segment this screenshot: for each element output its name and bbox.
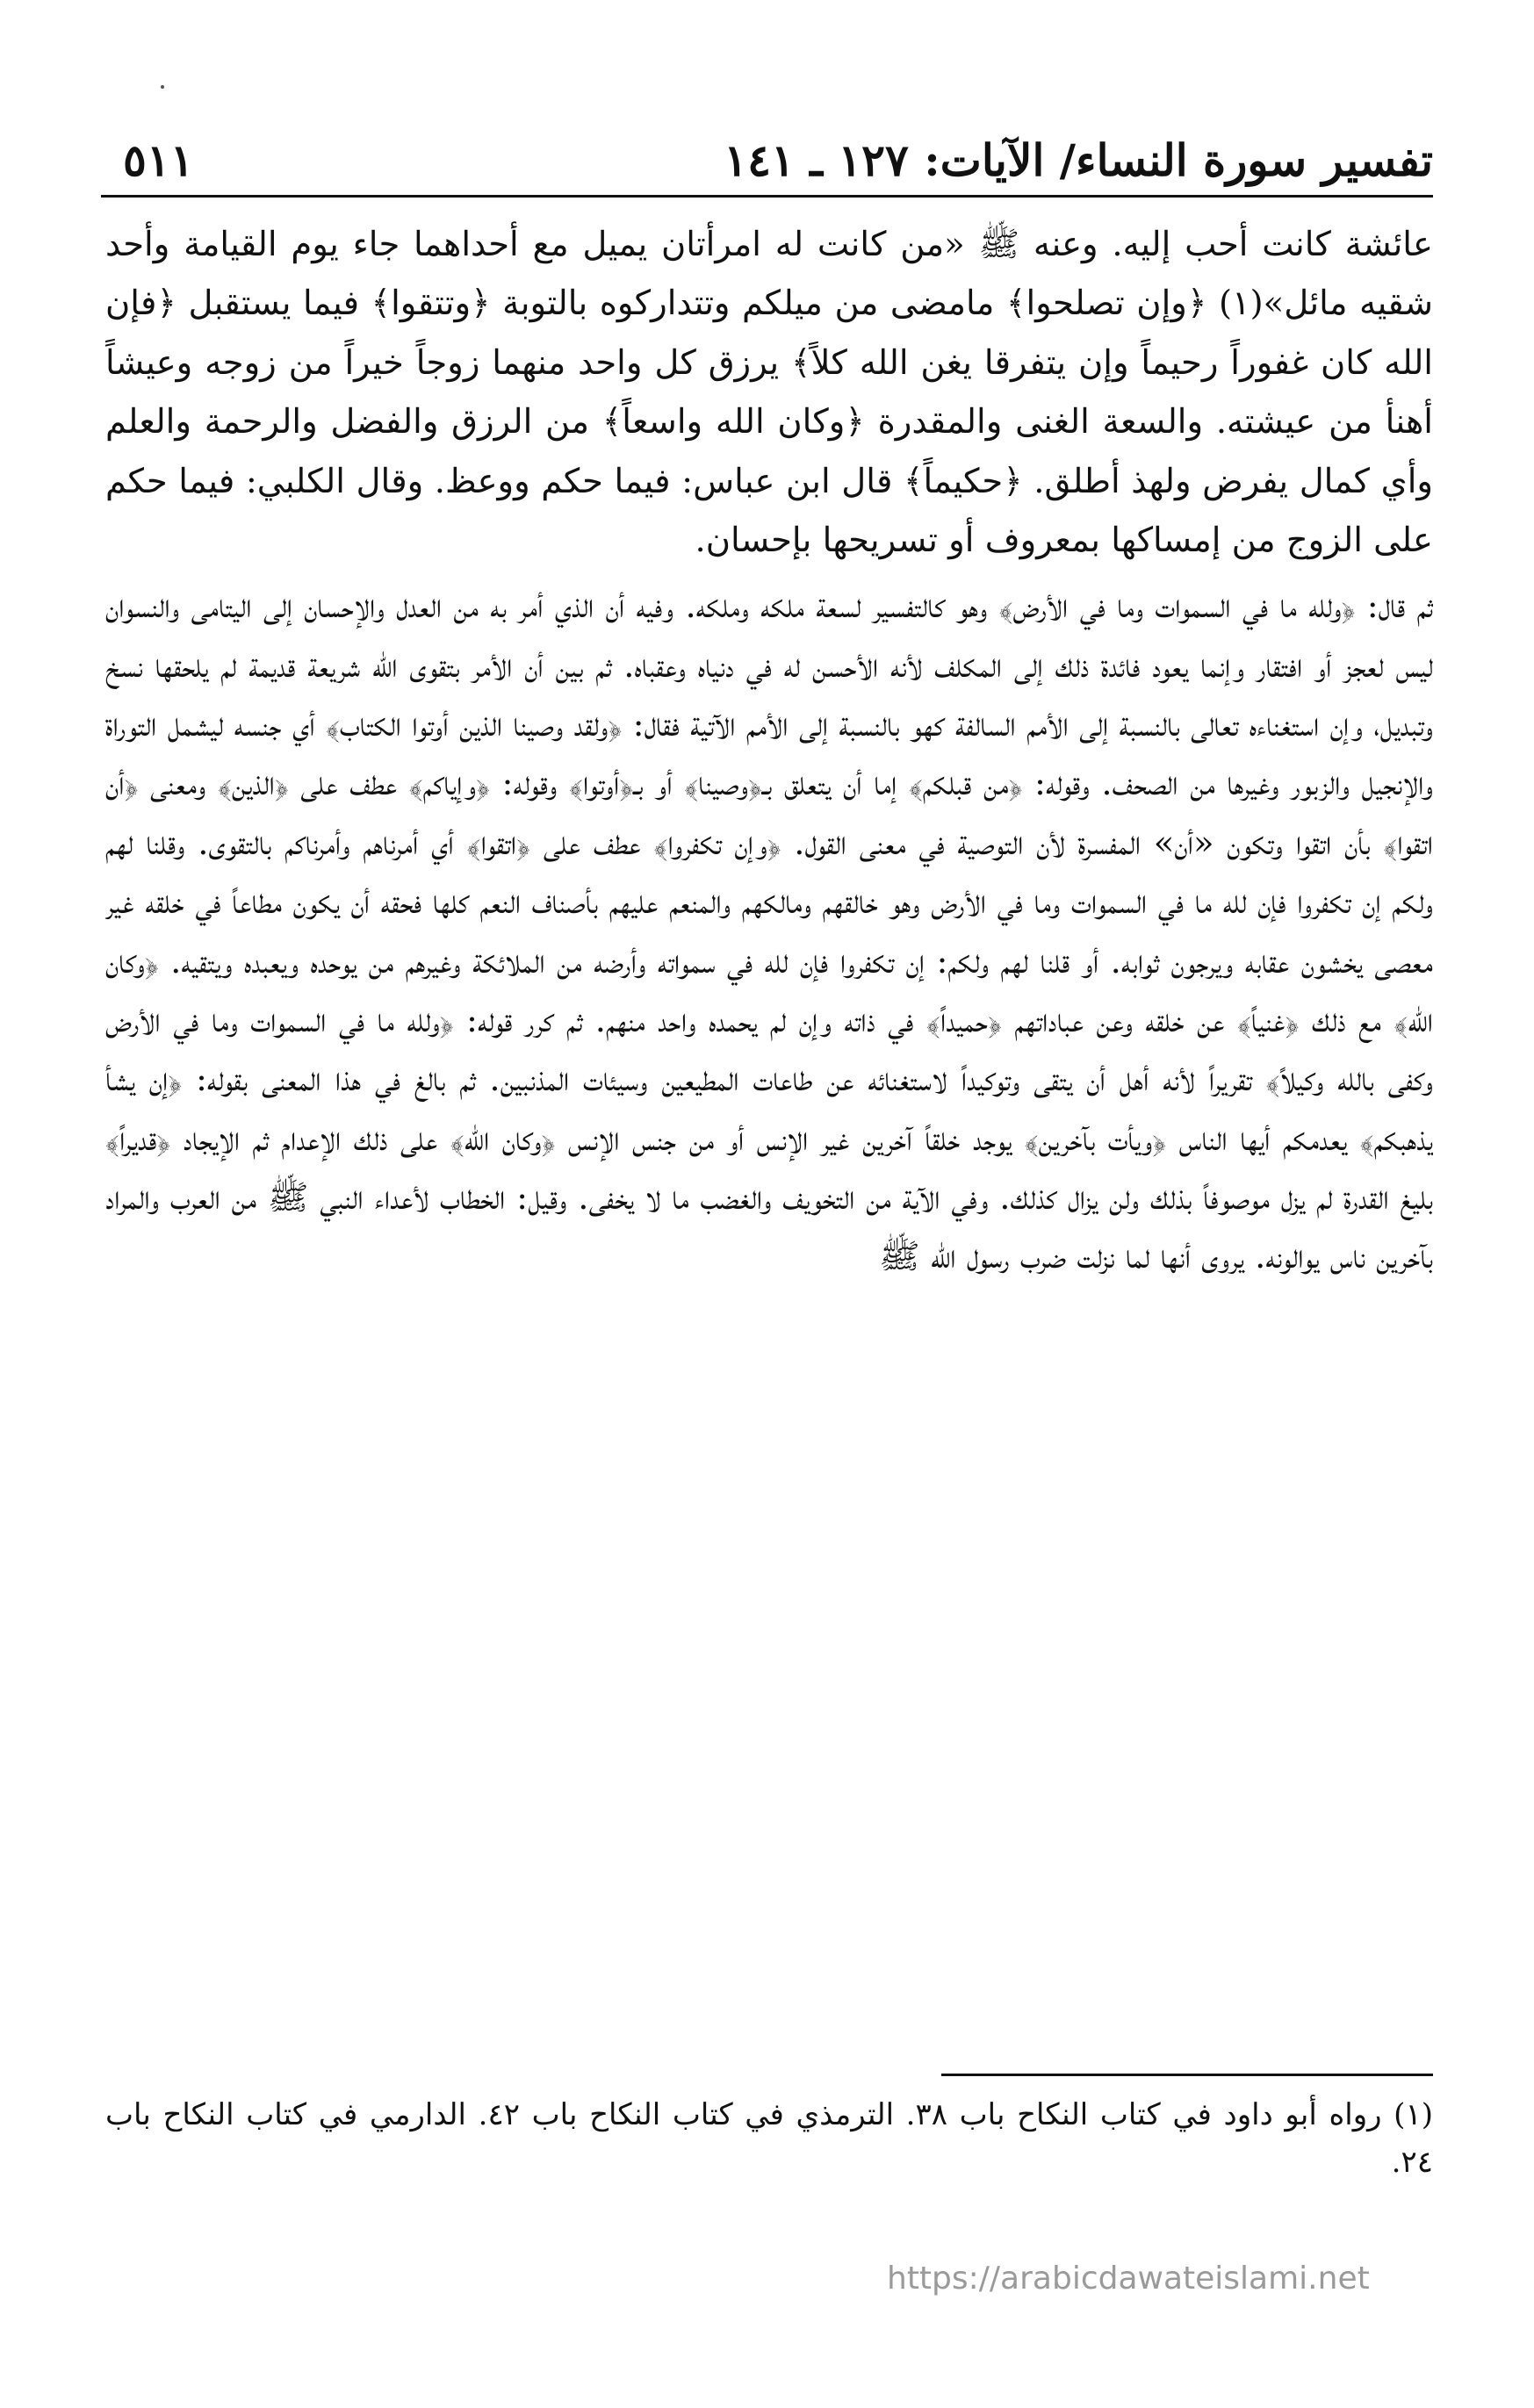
running-title: تفسير سورة النساء/ الآيات: ١٢٧ ـ ١٤١: [724, 134, 1433, 186]
paragraph: ثم قال: ﴿ولله ما في السموات وما في الأرض﴾ وهو كالتفسير لسعة ملكه وملكه. وفيه أن الذي أمر به من العدل والإحسان إلى اليتامى والنسوان ليس لعجز أو افتقار وإنما يعود فائدة ذلك إلى المكلف لأنه الأحسن له في دنياه وعقباه. ثم بين أن الأمر بتقوى الله شريعة قديمة لم يلحقها نسخ وتبديل، وإن استغناءه تعالى بالنسبة إلى الأمم السالفة كهو بالنسبة إلى الأمم الآتية فقال: ﴿ولقد وصينا الذين أوتوا الكتاب﴾ أي جنسه ليشمل التوراة والإنجيل والزبور وغيرها من الصحف. وقوله: ﴿من قبلكم﴾ إما أن يتعلق بـ﴿وصينا﴾ أو بـ﴿أوتوا﴾ وقوله: ﴿وإياكم﴾ عطف على ﴿الذين﴾ ومعنى ﴿أن اتقوا﴾ بأن اتقوا وتكون «أن» المفسرة لأن التوصية في معنى القول. ﴿وإن تكفروا﴾ عطف على ﴿اتقوا﴾ أي أمرناهم وأمرناكم بالتقوى. وقلنا لهم ولكم إن تكفروا فإن لله ما في السموات وما في الأرض وهو خالقهم ومالكهم والمنعم عليهم بأصناف النعم كلها فحقه أن يكون مطاعاً في خلقه غير معصى يخشون عقابه ويرجون ثوابه. أو قلنا لهم ولكم: إن تكفروا فإن لله في سمواته وأرضه من الملائكة وغيرهم من يوحده ويعبده ويتقيه. ﴿وكان الله﴾ مع ذلك ﴿غنياً﴾ عن خلقه وعن عباداتهم ﴿حميداً﴾ في ذاته وإن لم يحمده واحد منهم. ثم كرر قوله: ﴿ولله ما في السموات وما في الأرض وكفى بالله وكيلاً﴾ تقريراً لأنه أهل أن يتقى وتوكيداً لاستغنائه عن طاعات المطيعين وسيئات المذنبين. ثم بالغ في هذا المعنى بقوله: ﴿إن يشأ يذهبكم﴾ يعدمكم أيها الناس ﴿ويأت بآخرين﴾ يوجد خلقاً آخرين غير الإنس أو من جنس الإنس ﴿وكان الله﴾ على ذلك الإعدام ثم الإيجاد ﴿قديراً﴾ بليغ القدرة لم يزل موصوفاً بذلك ولن يزال كذلك. وفي الآية من التخويف والغضب ما لا يخفى. وقيل: الخطاب لأعداء النبي ﷺ من العرب والمراد بآخرين ناس يوالونه. يروى أنها لما نزلت ضرب رسول الله ﷺ: [105, 586, 1433, 1277]
page-number: ٥١١: [123, 134, 194, 186]
scan-speck: [161, 85, 164, 89]
header-rule: [101, 195, 1433, 198]
footnote: (١) رواه أبو داود في كتاب النكاح باب ٣٨. الترمذي في كتاب النكاح باب ٤٢. الدارمي في كتاب النكاح باب ٢٤.: [105, 2097, 1433, 2181]
footnote-rule: [941, 2074, 1433, 2076]
main-text: [105, 215, 1433, 2015]
page-header: [123, 112, 1433, 186]
paragraph: عائشة كانت أحب إليه. وعنه ﷺ «من كانت له امرأتان يميل مع أحداهما جاء يوم القيامة وأحد شقيه مائل»(١) ﴿وإن تصلحوا﴾ مامضى من ميلكم وتتداركوه بالتوبة ﴿وتتقوا﴾ فيما يستقبل ﴿فإن الله كان غفوراً رحيماً وإن يتفرقا يغن الله كلاً﴾ يرزق كل واحد منهما زوجاً خيراً من زوجه وعيشاً أهنأ من عيشته. والسعة الغنى والمقدرة ﴿وكان الله واسعاً﴾ من الرزق والفضل والرحمة والعلم وأي كمال يفرض ولهذ أطلق. ﴿حكيماً﴾ قال ابن عباس: فيما حكم ووعظ. وقال الكلبي: فيما حكم على الزوج من إمساكها بمعروف أو تسريحها بإحسان.: [105, 225, 1433, 560]
watermark-url: https://arabicdawateislami.net: [887, 2261, 1370, 2297]
